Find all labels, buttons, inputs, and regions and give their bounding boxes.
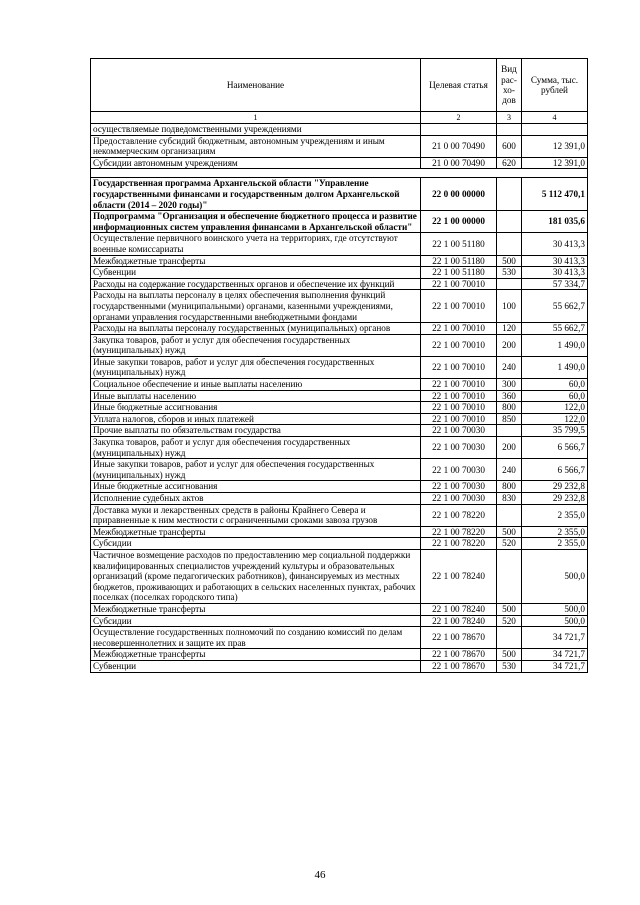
row-name: Социальное обеспечение и иные выплаты населению xyxy=(91,379,421,391)
row-sum: 1 490,0 xyxy=(522,334,588,356)
row-sum: 122,0 xyxy=(522,402,588,414)
row-target-code: 22 1 00 78670 xyxy=(421,627,497,649)
row-target-code: 22 1 00 78240 xyxy=(421,549,497,603)
row-expense-type xyxy=(497,124,522,136)
table-row xyxy=(91,627,588,649)
row-sum: 60,0 xyxy=(522,379,588,391)
row-sum: 6 566,7 xyxy=(522,437,588,459)
row-name: Доставка муки и лекарственных средств в районы Крайнего Севера и приравненные к ним местности с ограниченными сроками завоза грузов xyxy=(91,504,421,526)
table-row xyxy=(91,211,588,233)
row-name: Расходы на выплаты персоналу в целях обеспечения выполнения функций государственными (муниципальными) органами, казенными учреждениями, органами управления государственными внебюджетными фондами xyxy=(91,290,421,323)
row-expense-type: 500 xyxy=(497,526,522,538)
table-body xyxy=(91,59,588,673)
row-name: Межбюджетные трансферты xyxy=(91,603,421,615)
table-row xyxy=(91,538,588,550)
row-expense-type: 360 xyxy=(497,390,522,402)
table-row xyxy=(91,526,588,538)
row-target-code: 22 1 00 70010 xyxy=(421,356,497,378)
row-target-code: 22 0 00 00000 xyxy=(421,178,497,211)
row-sum: 5 112 470,1 xyxy=(522,178,588,211)
row-sum: 122,0 xyxy=(522,413,588,425)
row-target-code: 22 1 00 70010 xyxy=(421,413,497,425)
row-expense-type: 800 xyxy=(497,481,522,493)
row-target-code: 22 1 00 70010 xyxy=(421,402,497,414)
row-name: Осуществление первичного воинского учета на территориях, где отсутствуют военные комиссариаты xyxy=(91,233,421,255)
row-sum: 55 662,7 xyxy=(522,323,588,335)
row-expense-type: 240 xyxy=(497,459,522,481)
header-type: Вид рас-хо-дов xyxy=(497,59,522,112)
row-sum: 30 413,3 xyxy=(522,267,588,279)
row-name: Межбюджетные трансферты xyxy=(91,255,421,267)
row-target-code: 22 1 00 70030 xyxy=(421,459,497,481)
row-target-code xyxy=(421,124,497,136)
row-sum: 34 721,7 xyxy=(522,660,588,672)
row-name: Закупка товаров, работ и услуг для обеспечения государственных (муниципальных) нужд xyxy=(91,334,421,356)
row-sum: 1 490,0 xyxy=(522,356,588,378)
row-target-code: 22 1 00 70030 xyxy=(421,493,497,505)
row-expense-type: 500 xyxy=(497,603,522,615)
row-sum xyxy=(522,124,588,136)
row-expense-type: 240 xyxy=(497,356,522,378)
row-sum: 29 232,8 xyxy=(522,481,588,493)
table-row xyxy=(91,437,588,459)
table-row xyxy=(91,504,588,526)
row-expense-type: 100 xyxy=(497,290,522,323)
table-row xyxy=(91,169,588,178)
column-number: 2 xyxy=(421,112,497,124)
row-target-code: 22 1 00 70010 xyxy=(421,290,497,323)
row-sum xyxy=(522,169,588,178)
page-number: 46 xyxy=(314,869,326,881)
table-row xyxy=(91,549,588,603)
row-name: Иные выплаты населению xyxy=(91,390,421,402)
row-sum: 500,0 xyxy=(522,615,588,627)
row-name: Исполнение судебных актов xyxy=(91,493,421,505)
row-expense-type: 120 xyxy=(497,323,522,335)
row-sum: 60,0 xyxy=(522,390,588,402)
row-target-code: 22 1 00 70010 xyxy=(421,278,497,290)
table-row xyxy=(91,493,588,505)
table-row xyxy=(91,379,588,391)
row-expense-type xyxy=(497,211,522,233)
row-target-code: 22 1 00 70010 xyxy=(421,323,497,335)
table-row xyxy=(91,413,588,425)
row-expense-type xyxy=(497,504,522,526)
row-name: Субвенции xyxy=(91,267,421,279)
row-expense-type: 520 xyxy=(497,538,522,550)
table-row xyxy=(91,425,588,437)
row-name: Субсидии автономным учреждениям xyxy=(91,157,421,169)
table-row xyxy=(91,481,588,493)
row-target-code: 21 0 00 70490 xyxy=(421,157,497,169)
row-target-code: 22 1 00 78220 xyxy=(421,504,497,526)
row-target-code: 22 1 00 78240 xyxy=(421,603,497,615)
row-name: Осуществление государственных полномочий по созданию комиссий по делам несовершеннолетних и защите их прав xyxy=(91,627,421,649)
row-target-code: 22 1 00 78670 xyxy=(421,660,497,672)
row-sum: 35 799,5 xyxy=(522,425,588,437)
row-sum: 2 355,0 xyxy=(522,504,588,526)
column-number: 4 xyxy=(522,112,588,124)
table-row xyxy=(91,334,588,356)
row-expense-type: 620 xyxy=(497,157,522,169)
row-expense-type xyxy=(497,549,522,603)
row-expense-type xyxy=(497,278,522,290)
row-expense-type xyxy=(497,425,522,437)
row-name: Иные закупки товаров, работ и услуг для обеспечения государственных (муниципальных) нужд xyxy=(91,356,421,378)
table-row xyxy=(91,615,588,627)
table-row xyxy=(91,157,588,169)
row-name: Подпрограмма "Организация и обеспечение бюджетного процесса и развитие информационных систем управления финансами в Архангельской области" xyxy=(91,211,421,233)
header-target: Целевая статья xyxy=(421,59,497,112)
row-target-code: 22 1 00 70030 xyxy=(421,437,497,459)
row-expense-type: 600 xyxy=(497,135,522,157)
row-sum: 12 391,0 xyxy=(522,135,588,157)
row-target-code: 22 1 00 78240 xyxy=(421,615,497,627)
row-target-code: 22 1 00 51180 xyxy=(421,233,497,255)
row-expense-type: 530 xyxy=(497,660,522,672)
row-expense-type: 530 xyxy=(497,267,522,279)
table-row xyxy=(91,278,588,290)
row-sum: 2 355,0 xyxy=(522,538,588,550)
row-expense-type: 850 xyxy=(497,413,522,425)
column-number: 3 xyxy=(497,112,522,124)
row-target-code: 22 1 00 78670 xyxy=(421,649,497,661)
row-sum: 34 721,7 xyxy=(522,627,588,649)
row-expense-type: 800 xyxy=(497,402,522,414)
row-target-code: 22 1 00 78220 xyxy=(421,538,497,550)
row-sum: 2 355,0 xyxy=(522,526,588,538)
table-row xyxy=(91,255,588,267)
row-target-code: 21 0 00 70490 xyxy=(421,135,497,157)
row-name: Расходы на содержание государственных органов и обеспечение их функций xyxy=(91,278,421,290)
header-name: Наименование xyxy=(91,59,421,112)
row-target-code: 22 1 00 70030 xyxy=(421,425,497,437)
row-target-code: 22 1 00 70010 xyxy=(421,379,497,391)
row-name xyxy=(91,169,421,178)
row-name: Субвенции xyxy=(91,660,421,672)
row-sum: 55 662,7 xyxy=(522,290,588,323)
row-name: Расходы на выплаты персоналу государственных (муниципальных) органов xyxy=(91,323,421,335)
row-expense-type: 200 xyxy=(497,334,522,356)
row-name: Частичное возмещение расходов по предоставлению мер социальной поддержки квалифицированных специалистов учреждений культуры и образовательных организаций (кроме педагогических работников), финансируемых из местных бюджетов, проживающих и работающих в сельских населенных пунктах, рабочих поселках (поселках городского типа) xyxy=(91,549,421,603)
row-sum: 30 413,3 xyxy=(522,233,588,255)
row-sum: 500,0 xyxy=(522,603,588,615)
row-expense-type: 520 xyxy=(497,615,522,627)
row-sum: 6 566,7 xyxy=(522,459,588,481)
row-expense-type xyxy=(497,169,522,178)
row-target-code: 22 1 00 78220 xyxy=(421,526,497,538)
row-sum: 181 035,6 xyxy=(522,211,588,233)
table-header-row xyxy=(91,59,588,112)
row-expense-type: 200 xyxy=(497,437,522,459)
row-name: Прочие выплаты по обязательствам государства xyxy=(91,425,421,437)
row-expense-type xyxy=(497,178,522,211)
row-name: Закупка товаров, работ и услуг для обеспечения государственных (муниципальных) нужд xyxy=(91,437,421,459)
table-row xyxy=(91,390,588,402)
row-name: Государственная программа Архангельской области "Управление государственными финансами и государственным долгом Архангельской области (2014 – 2020 годы)" xyxy=(91,178,421,211)
row-expense-type: 300 xyxy=(497,379,522,391)
row-name: Иные закупки товаров, работ и услуг для обеспечения государственных (муниципальных) нужд xyxy=(91,459,421,481)
row-name: Субсидии xyxy=(91,538,421,550)
table-row xyxy=(91,402,588,414)
table-row xyxy=(91,124,588,136)
row-name: Уплата налогов, сборов и иных платежей xyxy=(91,413,421,425)
table-row xyxy=(91,459,588,481)
table-row xyxy=(91,660,588,672)
table-row xyxy=(91,356,588,378)
row-target-code: 22 1 00 70030 xyxy=(421,481,497,493)
table-row xyxy=(91,603,588,615)
table-row xyxy=(91,323,588,335)
row-expense-type: 500 xyxy=(497,255,522,267)
row-sum: 57 334,7 xyxy=(522,278,588,290)
row-name: осуществляемые подведомственными учреждениями xyxy=(91,124,421,136)
column-number-row xyxy=(91,112,588,124)
table-row xyxy=(91,135,588,157)
row-expense-type: 830 xyxy=(497,493,522,505)
row-sum: 500,0 xyxy=(522,549,588,603)
row-sum: 29 232,8 xyxy=(522,493,588,505)
row-expense-type xyxy=(497,233,522,255)
row-target-code: 22 1 00 51180 xyxy=(421,267,497,279)
table-row xyxy=(91,649,588,661)
table-row xyxy=(91,178,588,211)
row-name: Субсидии xyxy=(91,615,421,627)
row-sum: 12 391,0 xyxy=(522,157,588,169)
row-target-code: 22 1 00 00000 xyxy=(421,211,497,233)
row-target-code: 22 1 00 51180 xyxy=(421,255,497,267)
row-expense-type: 500 xyxy=(497,649,522,661)
row-target-code xyxy=(421,169,497,178)
row-sum: 34 721,7 xyxy=(522,649,588,661)
table-row xyxy=(91,290,588,323)
table-row xyxy=(91,267,588,279)
column-number: 1 xyxy=(91,112,421,124)
row-name: Межбюджетные трансферты xyxy=(91,649,421,661)
row-name: Иные бюджетные ассигнования xyxy=(91,481,421,493)
row-name: Предоставление субсидий бюджетным, автономным учреждениям и иным некоммерческим организациям xyxy=(91,135,421,157)
row-target-code: 22 1 00 70010 xyxy=(421,390,497,402)
table-row xyxy=(91,233,588,255)
row-name: Иные бюджетные ассигнования xyxy=(91,402,421,414)
row-sum: 30 413,3 xyxy=(522,255,588,267)
budget-table xyxy=(90,58,588,673)
header-sum: Сумма, тыс. рублей xyxy=(522,59,588,112)
row-expense-type xyxy=(497,627,522,649)
row-name: Межбюджетные трансферты xyxy=(91,526,421,538)
row-target-code: 22 1 00 70010 xyxy=(421,334,497,356)
